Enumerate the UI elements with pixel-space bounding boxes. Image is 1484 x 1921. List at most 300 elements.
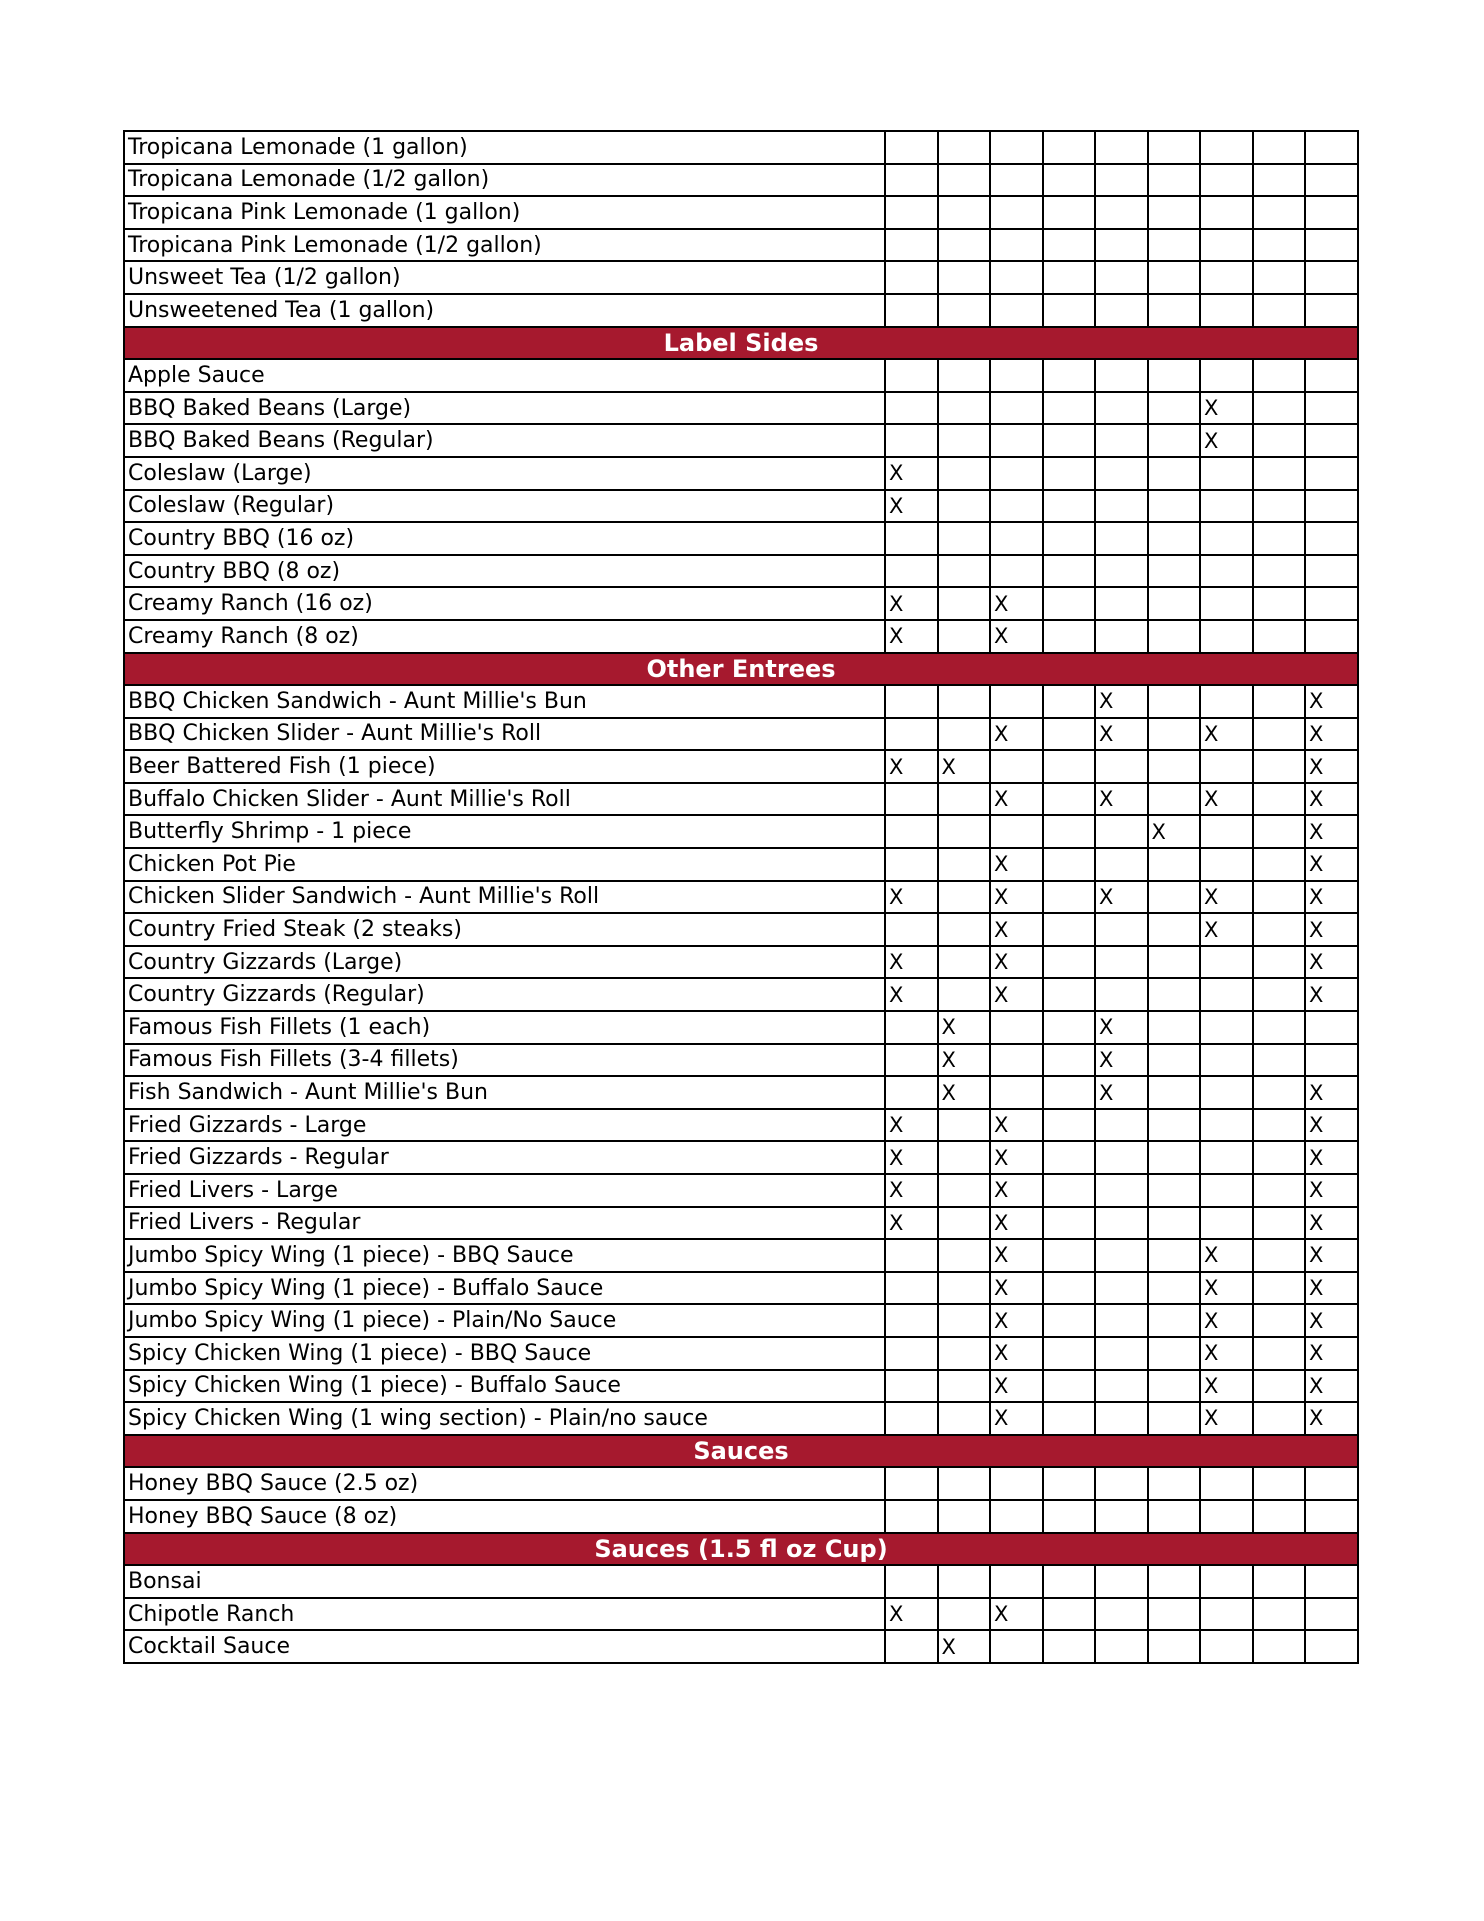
table-row: [124, 1500, 1358, 1533]
table-row: [124, 1272, 1358, 1305]
allergen-mark-cell: [1305, 164, 1358, 197]
allergen-mark-cell: [1200, 1011, 1253, 1044]
item-name-cell: Spicy Chicken Wing (1 piece) - BBQ Sauce: [124, 1337, 885, 1370]
allergen-mark-cell: [1253, 1141, 1306, 1174]
allergen-mark-cell: X: [885, 750, 938, 783]
allergen-mark-cell: [938, 196, 991, 229]
allergen-mark-cell: X: [885, 457, 938, 490]
allergen-mark-cell: X: [1305, 1272, 1358, 1305]
table-row: [124, 978, 1358, 1011]
item-name-cell: Spicy Chicken Wing (1 wing section) - Plain/no sauce: [124, 1402, 885, 1435]
allergen-mark-cell: [938, 164, 991, 197]
allergen-mark-cell: [885, 229, 938, 262]
allergen-mark-cell: [990, 457, 1043, 490]
allergen-mark-cell: X: [990, 620, 1043, 653]
allergen-mark-cell: [1200, 490, 1253, 523]
allergen-mark-cell: X: [938, 1076, 991, 1109]
table-row: [124, 783, 1358, 816]
allergen-mark-cell: [1305, 522, 1358, 555]
allergen-mark-cell: [938, 1370, 991, 1403]
item-name-cell: Fried Livers - Regular: [124, 1207, 885, 1240]
allergen-mark-cell: [1095, 946, 1148, 979]
allergen-mark-cell: [1305, 261, 1358, 294]
allergen-mark-cell: [938, 1109, 991, 1142]
allergen-mark-cell: [1043, 587, 1096, 620]
allergen-mark-cell: [1253, 1304, 1306, 1337]
allergen-mark-cell: X: [938, 1011, 991, 1044]
allergen-mark-cell: [1043, 1598, 1096, 1631]
allergen-mark-cell: [1148, 424, 1201, 457]
allergen-mark-cell: [1253, 1011, 1306, 1044]
allergen-mark-cell: [1305, 229, 1358, 262]
allergen-mark-cell: X: [990, 1304, 1043, 1337]
allergen-mark-cell: [938, 392, 991, 425]
allergen-mark-cell: [1043, 881, 1096, 914]
table-row: [124, 946, 1358, 979]
allergen-mark-cell: [990, 1630, 1043, 1663]
allergen-mark-cell: [990, 1500, 1043, 1533]
allergen-mark-cell: [1148, 490, 1201, 523]
item-name-cell: Country Gizzards (Large): [124, 946, 885, 979]
allergen-mark-cell: [885, 1565, 938, 1598]
allergen-mark-cell: X: [990, 1109, 1043, 1142]
allergen-mark-cell: X: [1305, 1174, 1358, 1207]
allergen-mark-cell: [885, 164, 938, 197]
table-row: [124, 1370, 1358, 1403]
allergen-mark-cell: [885, 1370, 938, 1403]
allergen-mark-cell: X: [1305, 848, 1358, 881]
table-row: [124, 457, 1358, 490]
allergen-mark-cell: [938, 490, 991, 523]
allergen-mark-cell: [1148, 1565, 1201, 1598]
allergen-mark-cell: X: [990, 1272, 1043, 1305]
item-name-cell: Fried Livers - Large: [124, 1174, 885, 1207]
allergen-mark-cell: [1200, 229, 1253, 262]
allergen-mark-cell: [1200, 978, 1253, 1011]
allergen-mark-cell: [1253, 131, 1306, 164]
allergen-mark-cell: [938, 1467, 991, 1500]
allergen-mark-cell: [990, 815, 1043, 848]
allergen-mark-cell: [990, 1467, 1043, 1500]
allergen-mark-cell: [1148, 848, 1201, 881]
allergen-mark-cell: [1200, 1109, 1253, 1142]
table-row: [124, 131, 1358, 164]
allergen-mark-cell: [1148, 946, 1201, 979]
allergen-mark-cell: [1043, 359, 1096, 392]
allergen-mark-cell: [1043, 1304, 1096, 1337]
allergen-mark-cell: [938, 1565, 991, 1598]
allergen-mark-cell: [1043, 1402, 1096, 1435]
allergen-mark-cell: [1200, 457, 1253, 490]
allergen-mark-cell: [885, 196, 938, 229]
table-row: [124, 685, 1358, 718]
allergen-mark-cell: X: [990, 978, 1043, 1011]
allergen-mark-cell: [1095, 294, 1148, 327]
allergen-mark-cell: [938, 587, 991, 620]
allergen-mark-cell: [1043, 1467, 1096, 1500]
allergen-mark-cell: [1043, 1076, 1096, 1109]
allergen-mark-cell: [885, 1011, 938, 1044]
allergen-mark-cell: [990, 685, 1043, 718]
item-name-cell: Chicken Pot Pie: [124, 848, 885, 881]
table-row: [124, 881, 1358, 914]
allergen-mark-cell: X: [1305, 946, 1358, 979]
allergen-mark-cell: [938, 1141, 991, 1174]
allergen-mark-cell: [885, 783, 938, 816]
allergen-mark-cell: X: [1200, 1402, 1253, 1435]
allergen-mark-cell: [885, 1272, 938, 1305]
allergen-mark-cell: X: [1305, 750, 1358, 783]
allergen-mark-cell: [1148, 1174, 1201, 1207]
allergen-mark-cell: X: [1095, 1044, 1148, 1077]
allergen-mark-cell: [1095, 196, 1148, 229]
allergen-mark-cell: X: [1095, 881, 1148, 914]
allergen-mark-cell: [938, 783, 991, 816]
allergen-mark-cell: [1095, 1141, 1148, 1174]
allergen-mark-cell: [1253, 392, 1306, 425]
allergen-mark-cell: X: [1095, 718, 1148, 751]
table-row: [124, 1598, 1358, 1631]
allergen-mark-cell: [1095, 1207, 1148, 1240]
allergen-mark-cell: [1253, 815, 1306, 848]
allergen-mark-cell: X: [885, 978, 938, 1011]
allergen-mark-cell: [1253, 750, 1306, 783]
item-name-cell: Country Fried Steak (2 steaks): [124, 913, 885, 946]
allergen-mark-cell: [1148, 1044, 1201, 1077]
allergen-mark-cell: X: [1305, 913, 1358, 946]
table-row: [124, 555, 1358, 588]
allergen-mark-cell: [1253, 881, 1306, 914]
allergen-mark-cell: [1253, 1239, 1306, 1272]
allergen-mark-cell: [1095, 359, 1148, 392]
allergen-mark-cell: [990, 522, 1043, 555]
allergen-mark-cell: [1305, 131, 1358, 164]
table-row: [124, 164, 1358, 197]
item-name-cell: Honey BBQ Sauce (8 oz): [124, 1500, 885, 1533]
item-name-cell: BBQ Baked Beans (Large): [124, 392, 885, 425]
allergen-mark-cell: [1043, 555, 1096, 588]
allergen-mark-cell: [1200, 359, 1253, 392]
allergen-mark-cell: [1095, 1565, 1148, 1598]
allergen-mark-cell: [938, 685, 991, 718]
allergen-mark-cell: [1043, 229, 1096, 262]
table-row: [124, 1174, 1358, 1207]
allergen-mark-cell: [1043, 392, 1096, 425]
allergen-mark-cell: [938, 1337, 991, 1370]
item-name-cell: Apple Sauce: [124, 359, 885, 392]
allergen-mark-cell: [1148, 1402, 1201, 1435]
allergen-mark-cell: [1253, 1044, 1306, 1077]
allergen-mark-cell: [938, 555, 991, 588]
table-row: [124, 229, 1358, 262]
allergen-mark-cell: [1253, 1370, 1306, 1403]
allergen-mark-cell: [1043, 750, 1096, 783]
allergen-mark-cell: [1305, 1044, 1358, 1077]
allergen-mark-cell: [1043, 913, 1096, 946]
allergen-mark-cell: [1148, 1011, 1201, 1044]
allergen-mark-cell: [1043, 424, 1096, 457]
allergen-mark-cell: [1148, 131, 1201, 164]
allergen-mark-cell: X: [990, 1239, 1043, 1272]
allergen-mark-cell: [1043, 294, 1096, 327]
allergen-mark-cell: [885, 294, 938, 327]
allergen-mark-cell: [1043, 457, 1096, 490]
allergen-mark-cell: [1043, 1565, 1096, 1598]
allergen-mark-cell: [1148, 1500, 1201, 1533]
allergen-mark-cell: [1253, 261, 1306, 294]
allergen-mark-cell: X: [1305, 815, 1358, 848]
item-name-cell: Famous Fish Fillets (3-4 fillets): [124, 1044, 885, 1077]
allergen-mark-cell: [1253, 1174, 1306, 1207]
allergen-mark-cell: [1148, 620, 1201, 653]
allergen-mark-cell: X: [938, 1044, 991, 1077]
item-name-cell: Cocktail Sauce: [124, 1630, 885, 1663]
allergen-mark-cell: [1043, 261, 1096, 294]
table-row: [124, 424, 1358, 457]
section-header-row: [124, 653, 1358, 686]
allergen-mark-cell: [1095, 587, 1148, 620]
allergen-mark-cell: [938, 978, 991, 1011]
allergen-mark-cell: [990, 490, 1043, 523]
allergen-mark-cell: [1095, 1630, 1148, 1663]
allergen-mark-cell: [1253, 1500, 1306, 1533]
allergen-mark-cell: [1253, 587, 1306, 620]
allergen-mark-cell: X: [1200, 1370, 1253, 1403]
allergen-mark-cell: [1095, 978, 1148, 1011]
allergen-mark-cell: [1095, 490, 1148, 523]
allergen-mark-cell: [1043, 718, 1096, 751]
allergen-mark-cell: [1200, 685, 1253, 718]
allergen-mark-cell: [1253, 1272, 1306, 1305]
table-row: [124, 1337, 1358, 1370]
allergen-mark-cell: [1148, 1304, 1201, 1337]
allergen-mark-cell: [1148, 229, 1201, 262]
allergen-mark-cell: [938, 1598, 991, 1631]
section-title: Sauces (1.5 fl oz Cup): [124, 1533, 1358, 1566]
table-row: [124, 490, 1358, 523]
allergen-mark-cell: [1043, 1011, 1096, 1044]
allergen-mark-cell: X: [885, 587, 938, 620]
allergen-mark-cell: X: [990, 783, 1043, 816]
allergen-mark-cell: [1148, 881, 1201, 914]
item-name-cell: Tropicana Lemonade (1 gallon): [124, 131, 885, 164]
allergen-mark-cell: [1200, 815, 1253, 848]
item-name-cell: BBQ Chicken Sandwich - Aunt Millie's Bun: [124, 685, 885, 718]
allergen-mark-cell: [1095, 815, 1148, 848]
allergen-mark-cell: [1200, 1207, 1253, 1240]
item-name-cell: Honey BBQ Sauce (2.5 oz): [124, 1467, 885, 1500]
allergen-mark-cell: [1095, 1337, 1148, 1370]
item-name-cell: Unsweet Tea (1/2 gallon): [124, 261, 885, 294]
allergen-mark-cell: [1043, 620, 1096, 653]
table-row: [124, 196, 1358, 229]
item-name-cell: Creamy Ranch (8 oz): [124, 620, 885, 653]
allergen-mark-cell: [1095, 848, 1148, 881]
allergen-mark-cell: [938, 848, 991, 881]
allergen-mark-cell: [885, 359, 938, 392]
allergen-mark-cell: [1043, 522, 1096, 555]
allergen-mark-cell: [938, 359, 991, 392]
allergen-mark-cell: [1148, 913, 1201, 946]
allergen-mark-cell: X: [990, 881, 1043, 914]
table-row: [124, 1630, 1358, 1663]
item-name-cell: Tropicana Pink Lemonade (1 gallon): [124, 196, 885, 229]
allergen-mark-cell: X: [1200, 424, 1253, 457]
allergen-mark-cell: [1200, 1076, 1253, 1109]
allergen-mark-cell: [990, 131, 1043, 164]
allergen-mark-cell: [990, 1011, 1043, 1044]
allergen-mark-cell: [1305, 1500, 1358, 1533]
allergen-mark-cell: [885, 1304, 938, 1337]
allergen-mark-cell: [1253, 685, 1306, 718]
table-row: [124, 718, 1358, 751]
table-row: [124, 1207, 1358, 1240]
allergen-mark-cell: [1148, 783, 1201, 816]
allergen-mark-cell: [1043, 1239, 1096, 1272]
allergen-mark-cell: [938, 1304, 991, 1337]
allergen-mark-cell: [1148, 750, 1201, 783]
table-row: [124, 261, 1358, 294]
allergen-mark-cell: [938, 1174, 991, 1207]
allergen-mark-cell: [1305, 1011, 1358, 1044]
table-body: [124, 131, 1358, 1663]
allergen-mark-cell: X: [885, 1141, 938, 1174]
allergen-mark-cell: X: [885, 1109, 938, 1142]
allergen-mark-cell: [885, 131, 938, 164]
allergen-mark-cell: X: [1200, 718, 1253, 751]
allergen-mark-cell: [1200, 946, 1253, 979]
table-row: [124, 1076, 1358, 1109]
allergen-mark-cell: [885, 685, 938, 718]
table-row: [124, 913, 1358, 946]
allergen-mark-cell: [1148, 392, 1201, 425]
table-row: [124, 1304, 1358, 1337]
allergen-mark-cell: [1148, 1337, 1201, 1370]
allergen-mark-cell: X: [990, 587, 1043, 620]
allergen-mark-cell: [885, 1337, 938, 1370]
item-name-cell: Country BBQ (8 oz): [124, 555, 885, 588]
allergen-mark-cell: [1253, 946, 1306, 979]
allergen-mark-cell: [1095, 1272, 1148, 1305]
table-row: [124, 392, 1358, 425]
allergen-mark-cell: X: [1095, 1011, 1148, 1044]
allergen-mark-cell: [1305, 359, 1358, 392]
allergen-mark-cell: X: [1305, 1109, 1358, 1142]
table-row: [124, 1141, 1358, 1174]
item-name-cell: Country Gizzards (Regular): [124, 978, 885, 1011]
allergen-mark-cell: [1095, 913, 1148, 946]
item-name-cell: Chipotle Ranch: [124, 1598, 885, 1631]
allergen-mark-cell: [1095, 1467, 1148, 1500]
allergen-mark-cell: [885, 522, 938, 555]
allergen-mark-cell: [938, 718, 991, 751]
item-name-cell: Jumbo Spicy Wing (1 piece) - BBQ Sauce: [124, 1239, 885, 1272]
allergen-mark-cell: [938, 229, 991, 262]
allergen-mark-cell: [938, 946, 991, 979]
allergen-mark-cell: [1200, 261, 1253, 294]
allergen-mark-cell: [1043, 848, 1096, 881]
allergen-mark-cell: X: [1305, 783, 1358, 816]
item-name-cell: Unsweetened Tea (1 gallon): [124, 294, 885, 327]
allergen-mark-cell: [1253, 1109, 1306, 1142]
allergen-mark-cell: [1043, 1141, 1096, 1174]
allergen-mark-cell: [938, 1239, 991, 1272]
allergen-mark-cell: [1043, 131, 1096, 164]
allergen-mark-cell: [990, 424, 1043, 457]
allergen-mark-cell: X: [1305, 1402, 1358, 1435]
allergen-mark-cell: [1200, 620, 1253, 653]
allergen-mark-cell: X: [1305, 1239, 1358, 1272]
allergen-mark-cell: [1148, 1076, 1201, 1109]
allergen-mark-cell: [1043, 783, 1096, 816]
table-row: [124, 1044, 1358, 1077]
allergen-mark-cell: [1305, 457, 1358, 490]
allergen-mark-cell: X: [1200, 1239, 1253, 1272]
allergen-mark-cell: [938, 294, 991, 327]
allergen-mark-cell: [1095, 1598, 1148, 1631]
allergen-mark-cell: [1148, 1141, 1201, 1174]
allergen-mark-cell: [1095, 1174, 1148, 1207]
allergen-mark-cell: X: [1200, 1272, 1253, 1305]
allergen-mark-cell: [1200, 848, 1253, 881]
section-header-row: [124, 327, 1358, 360]
allergen-mark-cell: [1200, 131, 1253, 164]
table-row: [124, 1109, 1358, 1142]
allergen-mark-cell: [885, 718, 938, 751]
allergen-mark-cell: [938, 131, 991, 164]
allergen-mark-cell: [1200, 1598, 1253, 1631]
section-title: Label Sides: [124, 327, 1358, 360]
allergen-mark-cell: [885, 1630, 938, 1663]
allergen-mark-cell: [1200, 1141, 1253, 1174]
allergen-mark-cell: [1043, 1109, 1096, 1142]
allergen-mark-cell: [1095, 1402, 1148, 1435]
allergen-mark-cell: [885, 261, 938, 294]
allergen-mark-cell: X: [1305, 718, 1358, 751]
item-name-cell: Fish Sandwich - Aunt Millie's Bun: [124, 1076, 885, 1109]
table-row: [124, 294, 1358, 327]
allergen-mark-cell: X: [1305, 1370, 1358, 1403]
allergen-mark-cell: [1305, 1467, 1358, 1500]
allergen-mark-cell: X: [990, 1370, 1043, 1403]
allergen-mark-cell: X: [1200, 392, 1253, 425]
allergen-mark-cell: [1253, 294, 1306, 327]
allergen-mark-cell: [885, 424, 938, 457]
allergen-mark-cell: [1253, 1598, 1306, 1631]
allergen-mark-cell: [1148, 1272, 1201, 1305]
item-name-cell: Fried Gizzards - Large: [124, 1109, 885, 1142]
allergen-mark-cell: [990, 164, 1043, 197]
item-name-cell: Spicy Chicken Wing (1 piece) - Buffalo Sauce: [124, 1370, 885, 1403]
allergen-mark-cell: X: [1305, 1141, 1358, 1174]
allergen-mark-cell: [1305, 490, 1358, 523]
allergen-mark-cell: X: [1200, 913, 1253, 946]
allergen-mark-cell: [1200, 164, 1253, 197]
item-name-cell: Creamy Ranch (16 oz): [124, 587, 885, 620]
allergen-mark-cell: X: [885, 620, 938, 653]
item-name-cell: Country BBQ (16 oz): [124, 522, 885, 555]
allergen-mark-cell: [1043, 196, 1096, 229]
item-name-cell: Famous Fish Fillets (1 each): [124, 1011, 885, 1044]
allergen-mark-cell: [1043, 1630, 1096, 1663]
item-name-cell: BBQ Baked Beans (Regular): [124, 424, 885, 457]
allergen-mark-cell: [1095, 620, 1148, 653]
allergen-mark-cell: [1253, 783, 1306, 816]
table-row: [124, 1467, 1358, 1500]
table-row: [124, 620, 1358, 653]
allergen-mark-cell: [885, 913, 938, 946]
allergen-mark-cell: [1043, 1207, 1096, 1240]
